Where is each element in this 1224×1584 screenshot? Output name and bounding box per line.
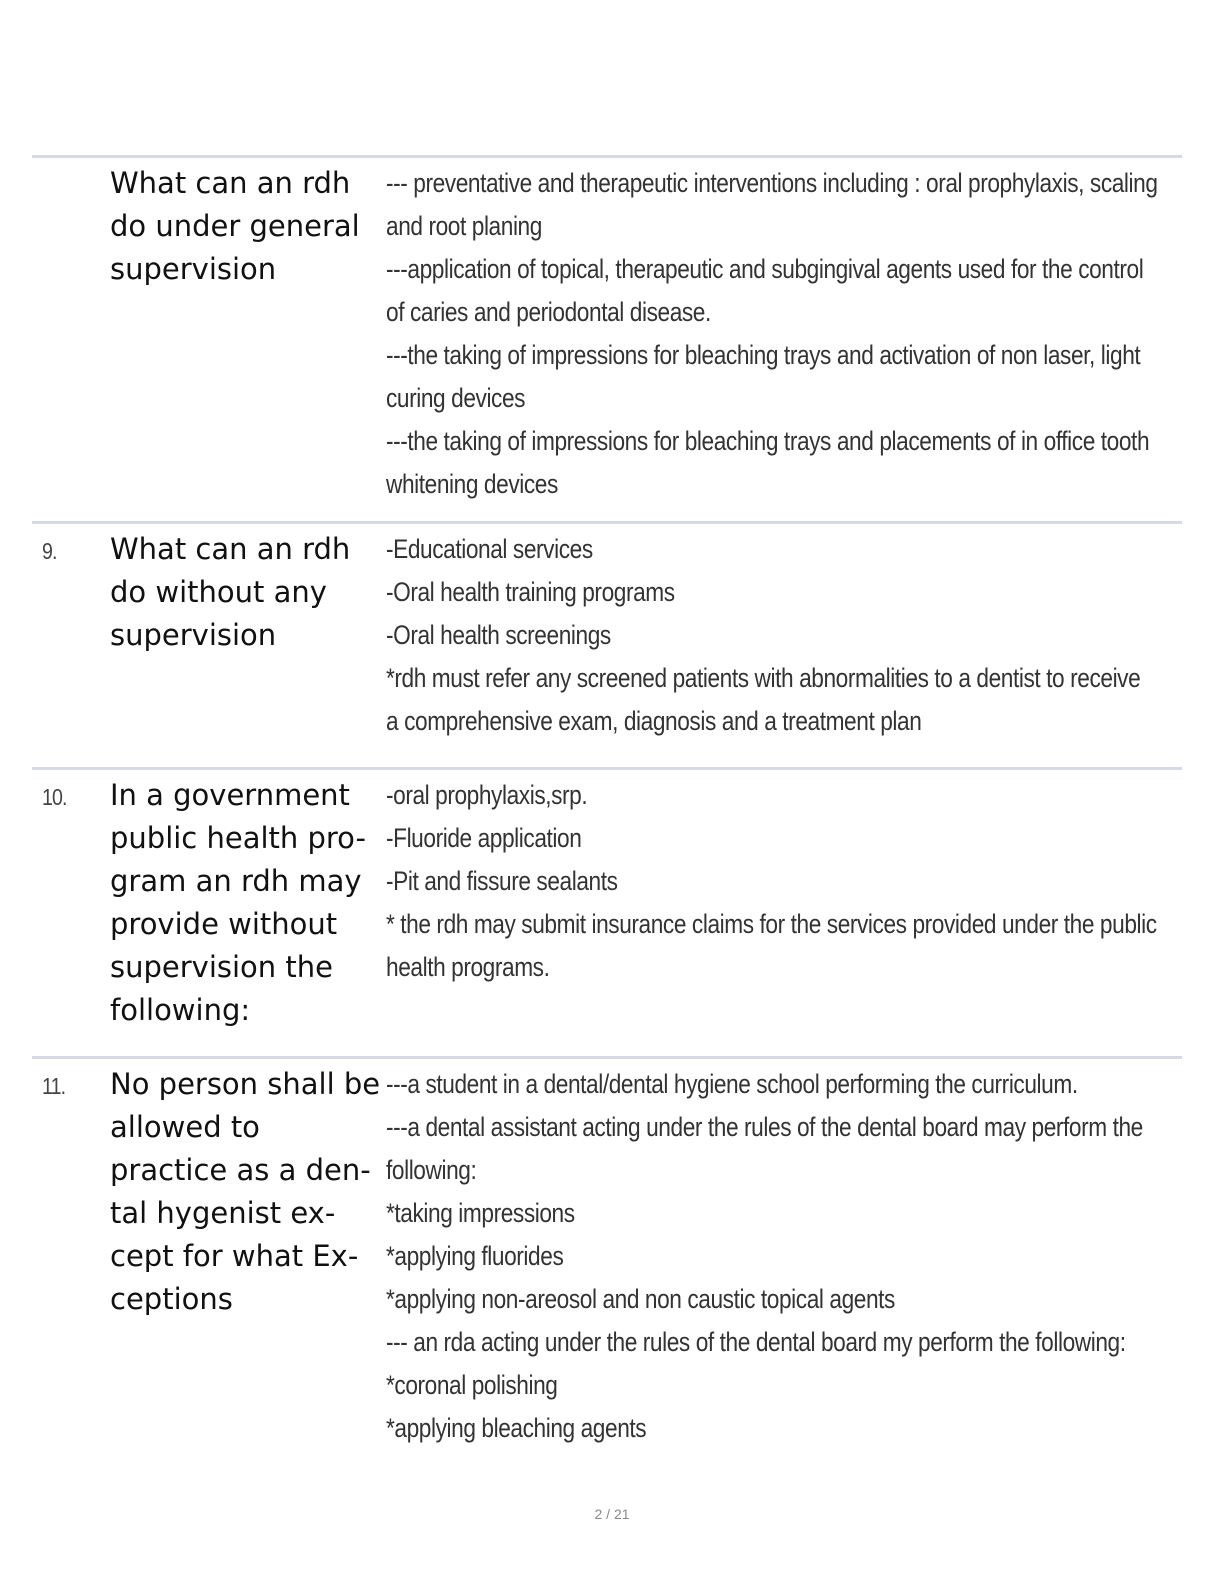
card-definition [386,528,1169,743]
definition-line: of caries and periodontal disease. [386,297,711,327]
card-term: What can an rdh do under general supervision [110,166,360,286]
definition-line: -oral prophylaxis,srp. [386,780,588,810]
definition-line: following: [386,1155,477,1185]
definition-line: -Educational services [386,534,593,564]
definition-line: ---application of topical, therapeutic and subgingival agents used for the control [386,254,1144,284]
definition-line: --- an rda acting under the rules of the dental board my perform the following: [386,1327,1126,1357]
definition-line: ---a dental assistant acting under the rules of the dental board may perform the [386,1112,1143,1142]
card-term: What can an rdh do without any supervision [110,532,351,652]
card-definition [386,1063,1169,1450]
definition-line: health programs. [386,952,550,982]
card-term: No person shall be allowed to practice as a den-tal hygenist ex-cept for what Ex-ceptions [110,1067,381,1316]
definition-line: --- preventative and therapeutic interventions including : oral prophylaxis, scaling [386,168,1158,198]
definition-line: -Fluoride application [386,823,582,853]
definition-line: *taking impressions [386,1198,575,1228]
flashcard [32,155,1182,521]
card-number: 9. [42,538,57,564]
card-term: In a government public health pro-gram an rdh may provide without supervision the following: [110,778,366,1027]
definition-line: *applying bleaching agents [386,1413,647,1443]
definition-line: -Oral health screenings [386,620,611,650]
definition-line: and root planing [386,211,542,241]
definition-line: *applying fluorides [386,1241,564,1271]
definition-line: *applying non-areosol and non caustic topical agents [386,1284,895,1314]
definition-line: whitening devices [386,469,558,499]
definition-line: * the rdh may submit insurance claims for the services provided under the public [386,909,1157,939]
definition-line: -Oral health training programs [386,577,675,607]
card-number: 10. [42,784,67,810]
definition-line: ---the taking of impressions for bleaching trays and activation of non laser, light [386,340,1141,370]
card-number: 11. [42,1073,66,1099]
flashcard [32,767,1182,1056]
page-indicator: 2 / 21 [594,1506,630,1522]
definition-line: a comprehensive exam, diagnosis and a treatment plan [386,706,922,736]
definition-line: -Pit and fissure sealants [386,866,618,896]
card-definition [386,774,1169,989]
definition-line: ---the taking of impressions for bleaching trays and placements of in office tooth [386,426,1150,456]
flashcard [32,1056,1182,1476]
card-definition [386,162,1169,506]
definition-line: curing devices [386,383,526,413]
definition-line: *coronal polishing [386,1370,558,1400]
definition-line: ---a student in a dental/dental hygiene school performing the curriculum. [386,1069,1078,1099]
flashcard [32,521,1182,767]
flashcard-list [32,155,1182,1476]
definition-line: *rdh must refer any screened patients with abnormalities to a dentist to receive [386,663,1141,693]
